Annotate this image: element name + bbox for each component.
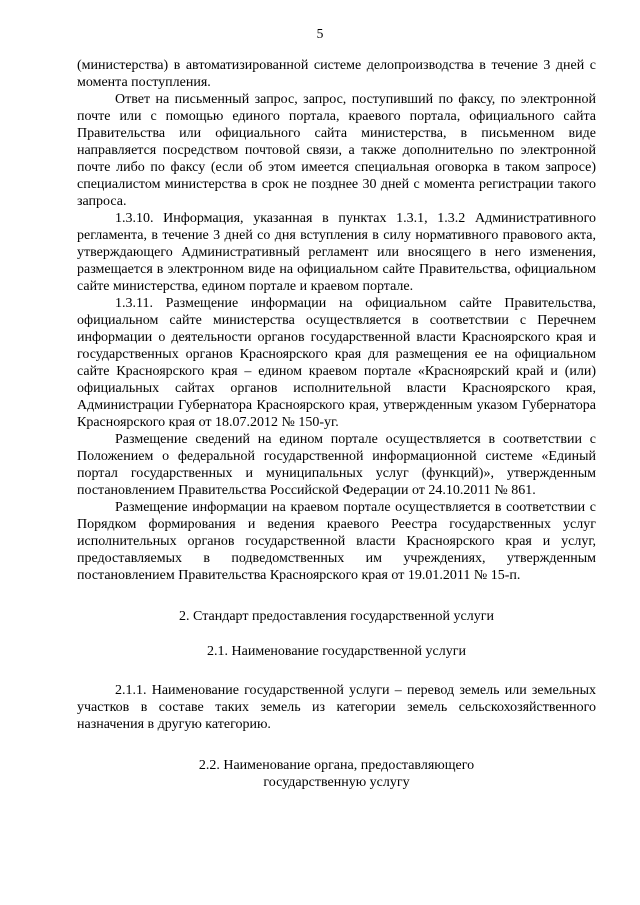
subsection-heading-2-2	[77, 757, 596, 791]
section-heading-2: 2. Стандарт предоставления государственной услуги	[179, 609, 494, 624]
document-body	[77, 57, 596, 791]
paragraph-unified-portal: Размещение сведений на едином портале осуществляется в соответствии с Положением о федеральной государственной информационной системе «Единый портал государственных и муниципальных услуг (функций)», утвержденным постановлением Правительства Российской Федерации от 24.10.2011 № 861.	[77, 432, 596, 498]
paragraph-1-3-11: 1.3.11. Размещение информации на официальном сайте Правительства, официальном сайте министерства осуществляется в соответствии с Перечнем информации о деятельности органов государственной власти Красноярского края и государственных органов Красноярского края для размещения ее на официальном сайте Красноярского края – едином краевом портале «Красноярский край и (или) официальных сайтах органов исполнительной власти Красноярского края, Администрации Губернатора Красноярского края, утвержденным указом Губернатора Красноярского края от 18.07.2012 № 150-уг.	[77, 296, 596, 430]
paragraph-1-3-10: 1.3.10. Информация, указанная в пунктах 1.3.1, 1.3.2 Административного регламента, в течение 3 дней со дня вступления в силу нормативного правового акта, утверждающего Административный регламент или вносящего в него изменения, размещается в электронном виде на официальном сайте Правительства, официальном сайте министерства, едином портале и краевом портале.	[77, 211, 596, 294]
subsection-heading-2-1: 2.1. Наименование государственной услуги	[207, 644, 466, 659]
paragraph-continuation: (министерства) в автоматизированной системе делопроизводства в течение 3 дней с момента поступления.	[77, 58, 596, 90]
paragraph-regional-portal: Размещение информации на краевом портале осуществляется в соответствии с Порядком формирования и ведения краевого Реестра государственных услуг исполнительных органов государственной власти Красноярского края и услуг, предоставляемых в подведомственных им учреждениях, утвержденным постановлением Правительства Красноярского края от 19.01.2011 № 15-п.	[77, 500, 596, 583]
page-number: 5	[316, 26, 324, 41]
paragraph-written-request-answer: Ответ на письменный запрос, запрос, поступивший по факсу, по электронной почте или с помощью единого портала, краевого портала, официального сайта Правительства или официального сайта министерства, в письменном виде направляется посредством почтовой связи, а также дополнительно по электронной почте либо по факсу (если об этом имеется специальная оговорка в таком запросе) специалистом министерства в срок не позднее 30 дней с момента регистрации такого запроса.	[77, 92, 596, 209]
paragraph-2-1-1: 2.1.1. Наименование государственной услуги – перевод земель или земельных участков в составе таких земель из категории земель сельскохозяйственного назначения в другую категорию.	[77, 683, 596, 732]
subsection-heading-2-2-line2: государственную услугу	[263, 775, 410, 790]
subsection-heading-2-2-line1: 2.2. Наименование органа, предоставляющего	[198, 758, 475, 773]
